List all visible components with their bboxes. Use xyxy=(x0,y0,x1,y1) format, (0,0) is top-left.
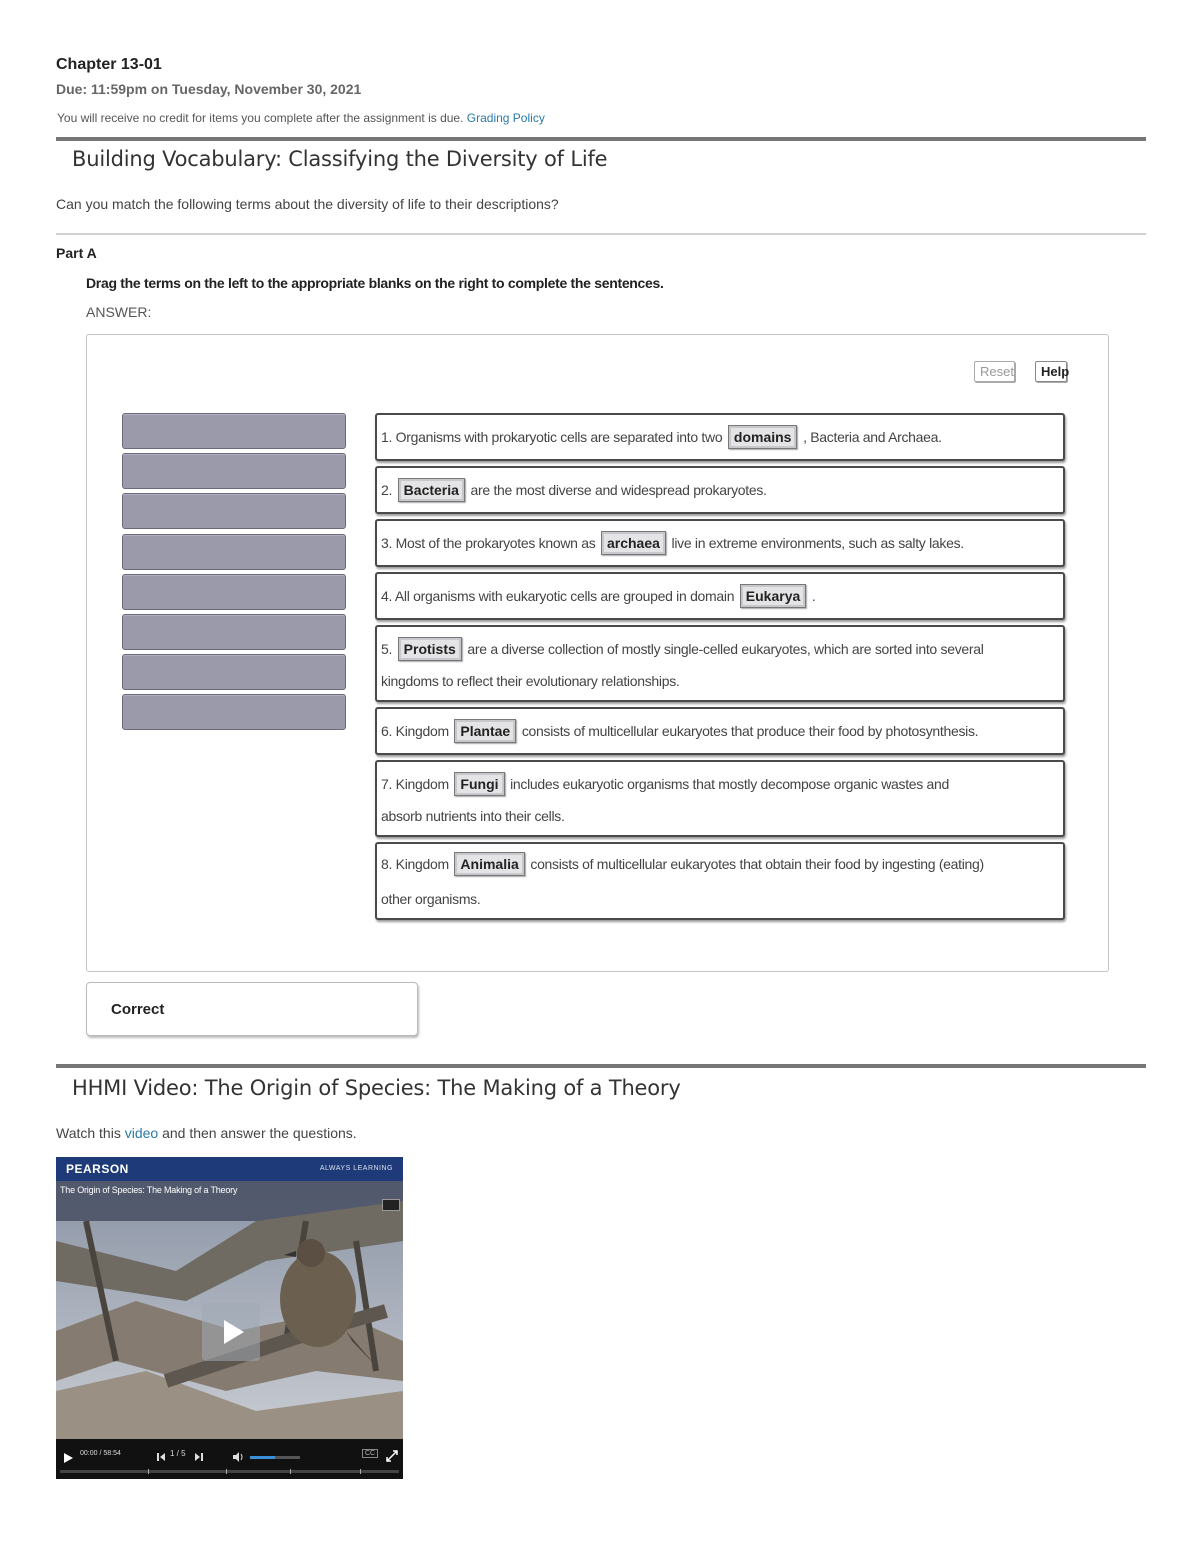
captions-button[interactable]: CC xyxy=(362,1449,378,1458)
sentence-line xyxy=(381,637,984,661)
late-notice-text: You will receive no credit for items you complete after the assignment is due. xyxy=(57,111,464,125)
menu-icon[interactable] xyxy=(382,1199,400,1211)
next-icon[interactable] xyxy=(194,1452,204,1462)
video-text: Watch this xyxy=(56,1125,121,1141)
chapter-title: Chapter 13-01 xyxy=(56,56,162,73)
video-text: and then answer the questions. xyxy=(162,1125,357,1141)
term-slot[interactable] xyxy=(122,694,346,730)
sentence-line xyxy=(381,772,949,796)
term-protists[interactable]: Protists xyxy=(398,637,462,661)
term-slot[interactable] xyxy=(122,574,346,610)
volume-icon[interactable] xyxy=(232,1451,244,1463)
sentence-line xyxy=(381,719,978,743)
section-title: HHMI Video: The Origin of Species: The Making of a Theory xyxy=(72,1076,681,1100)
sentence-line xyxy=(381,425,942,449)
sentence-text: . xyxy=(811,588,816,604)
due-date: Due: 11:59pm on Tuesday, November 30, 2021 xyxy=(56,81,362,97)
sentence-text: live in extreme environments, such as salty lakes. xyxy=(671,535,964,551)
video-title: The Origin of Species: The Making of a Theory xyxy=(60,1185,238,1195)
chapter-marker xyxy=(226,1469,227,1474)
sentence-text: kingdoms to reflect their evolutionary relationships. xyxy=(381,673,680,689)
sentence-text: consists of multicellular eukaryotes that produce their food by photosynthesis. xyxy=(521,723,979,739)
term-slot[interactable] xyxy=(122,453,346,489)
fullscreen-icon[interactable] xyxy=(386,1450,398,1462)
sentence-text: 6. Kingdom xyxy=(381,723,449,739)
sentence-text: 1. Organisms with prokaryotic cells are separated into two xyxy=(381,429,723,445)
term-domains[interactable]: domains xyxy=(728,425,798,449)
term-slot[interactable] xyxy=(122,534,346,570)
play-overlay-button[interactable] xyxy=(202,1303,260,1361)
chapter-marker xyxy=(360,1469,361,1474)
section-intro: Can you match the following terms about the diversity of life to their descriptions? xyxy=(56,196,559,212)
play-icon xyxy=(202,1303,260,1361)
time-display: 00:00 / 58:54 xyxy=(80,1450,121,1457)
sentence-line xyxy=(381,478,767,502)
sentence-text: consists of multicellular eukaryotes that obtain their food by ingesting (eating) xyxy=(530,856,984,872)
feedback-box xyxy=(86,982,418,1036)
sentence-2 xyxy=(375,466,1065,514)
chapter-marker xyxy=(290,1469,291,1474)
sentence-text: 7. Kingdom xyxy=(381,776,449,792)
term-animalia[interactable]: Animalia xyxy=(454,852,524,876)
sentence-text: 8. Kingdom xyxy=(381,856,449,872)
sentence-text: 2. xyxy=(381,482,393,498)
video-player[interactable] xyxy=(56,1157,403,1479)
sentence-text: absorb nutrients into their cells. xyxy=(381,808,565,824)
sentence-text: 4. All organisms with eukaryotic cells are grouped in domain xyxy=(381,588,735,604)
progress-bar[interactable] xyxy=(60,1470,399,1473)
part-label: Part A xyxy=(56,245,97,261)
sentence-text: includes eukaryotic organisms that mostly decompose organic wastes and xyxy=(510,776,950,792)
term-slot[interactable] xyxy=(122,413,346,449)
sentence-4 xyxy=(375,572,1065,620)
volume-level xyxy=(250,1456,275,1459)
term-slot[interactable] xyxy=(122,493,346,529)
player-header xyxy=(56,1157,403,1181)
sentence-text: other organisms. xyxy=(381,891,481,907)
term-plantae[interactable]: Plantae xyxy=(454,719,516,743)
sentence-8 xyxy=(375,842,1065,920)
sentence-text: are a diverse collection of mostly single-celled eukaryotes, which are sorted into several xyxy=(467,641,984,657)
volume-slider[interactable] xyxy=(250,1456,300,1459)
sentence-line xyxy=(381,531,964,555)
sentence-line xyxy=(381,852,984,876)
chapter-counter: 1 / 5 xyxy=(170,1449,186,1458)
term-eukarya[interactable]: Eukarya xyxy=(740,584,806,608)
sentence-text: , Bacteria and Archaea. xyxy=(803,429,942,445)
sentence-text: 3. Most of the prokaryotes known as xyxy=(381,535,596,551)
answer-label: ANSWER: xyxy=(86,304,152,320)
publisher-logo: PEARSON xyxy=(66,1162,129,1176)
grading-policy-link[interactable]: Grading Policy xyxy=(466,111,545,125)
part-divider xyxy=(56,233,1146,235)
section-divider xyxy=(56,137,1146,141)
section-divider xyxy=(56,1064,1146,1068)
section-title: Building Vocabulary: Classifying the Diversity of Life xyxy=(72,147,608,171)
sentence-text: are the most diverse and widespread prokaryotes. xyxy=(470,482,767,498)
chapter-marker xyxy=(148,1469,149,1474)
previous-icon[interactable] xyxy=(156,1452,166,1462)
term-bacteria[interactable]: Bacteria xyxy=(398,478,465,502)
player-controls xyxy=(56,1439,403,1479)
sentence-line xyxy=(381,584,815,608)
sentence-7 xyxy=(375,760,1065,837)
feedback-text: Correct xyxy=(111,1001,165,1018)
sentence-text: 5. xyxy=(381,641,393,657)
term-fungi[interactable]: Fungi xyxy=(454,772,504,796)
publisher-tagline: ALWAYS LEARNING xyxy=(319,1165,393,1172)
sentence-1 xyxy=(375,413,1065,461)
term-archaea[interactable]: archaea xyxy=(601,531,666,555)
sentence-6 xyxy=(375,707,1065,755)
late-notice xyxy=(57,111,545,125)
play-icon[interactable] xyxy=(62,1452,74,1464)
sentence-5 xyxy=(375,625,1065,702)
term-slot[interactable] xyxy=(122,654,346,690)
term-slot[interactable] xyxy=(122,614,346,650)
video-instruction xyxy=(56,1125,357,1141)
instruction: Drag the terms on the left to the appropriate blanks on the right to complete the sentences. xyxy=(86,275,664,291)
sentence-3 xyxy=(375,519,1065,567)
help-button[interactable]: Help xyxy=(1035,361,1067,382)
video-link[interactable]: video xyxy=(124,1125,159,1141)
reset-button[interactable]: Reset xyxy=(974,361,1015,382)
